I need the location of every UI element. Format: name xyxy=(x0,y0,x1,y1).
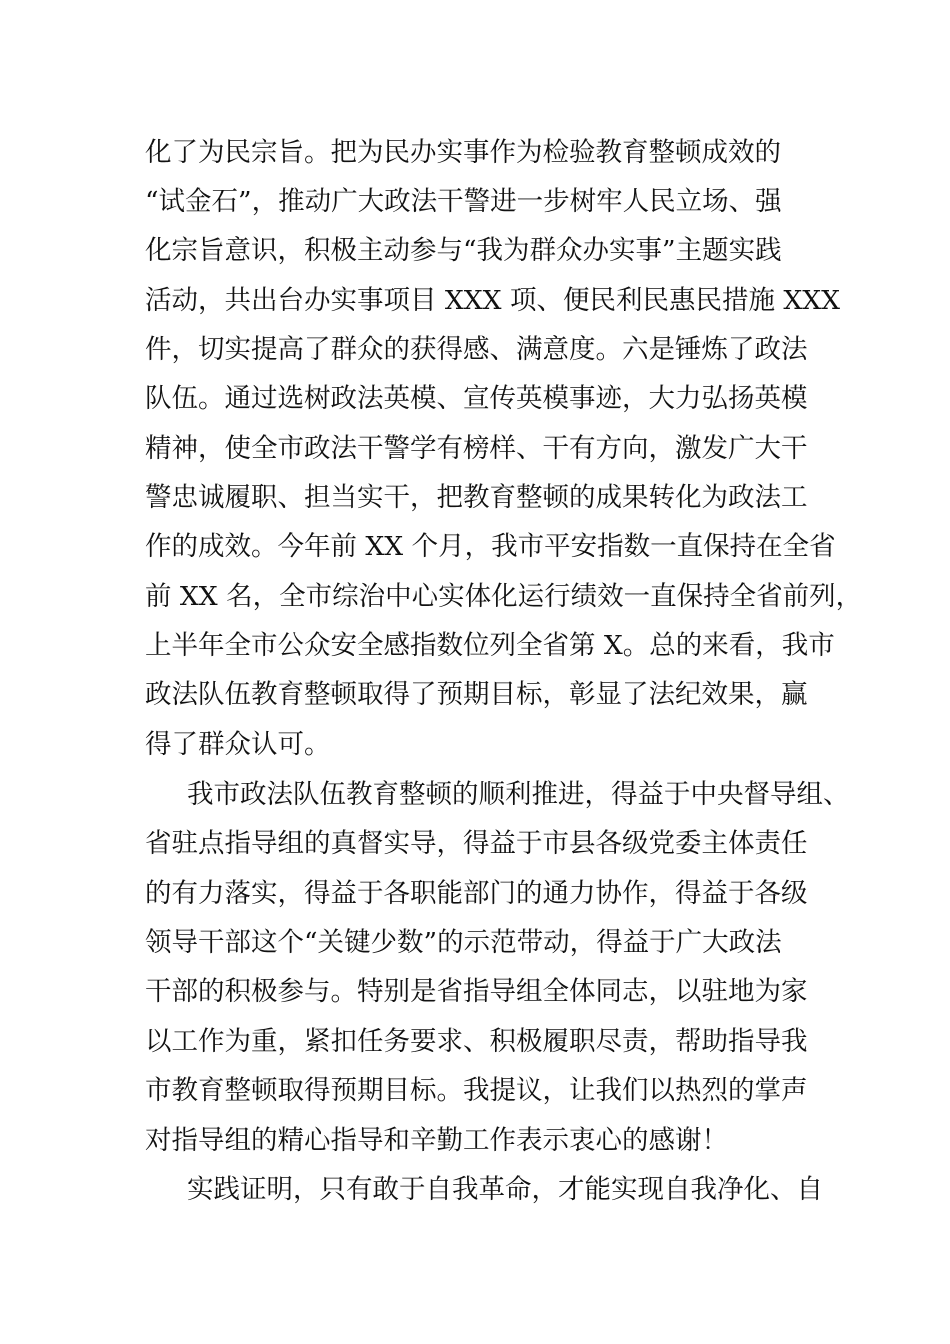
text-line: 作的成效。今年前 XX 个月，我市平安指数一直保持在全省 xyxy=(145,531,836,562)
text-line: 上半年全市公众安全感指数位列全省第 X。总的来看，我市 xyxy=(145,630,835,661)
paragraph-first-line: 我市政法队伍教育整顿的顺利推进，得益于中央督导组、 xyxy=(187,779,850,810)
text-line: 前 XX 名，全市综治中心实体化运行绩效一直保持全省前列， xyxy=(145,581,863,612)
text-line: 省驻点指导组的真督实导，得益于市县各级党委主体责任 xyxy=(145,828,808,859)
text-line: 的有力落实，得益于各职能部门的通力协作，得益于各级 xyxy=(145,878,808,909)
text-line: 对指导组的精心指导和辛勤工作表示衷心的感谢！ xyxy=(145,1125,728,1156)
text-line: 以工作为重，紧扣任务要求、积极履职尽责，帮助指导我 xyxy=(145,1026,808,1057)
text-line: 得了群众认可。 xyxy=(145,729,331,760)
text-line: 化宗旨意识，积极主动参与“我为群众办实事”主题实践 xyxy=(145,235,782,266)
text-line: 化了为民宗旨。把为民办实事作为检验教育整顿成效的 xyxy=(145,137,781,168)
text-line: 政法队伍教育整顿取得了预期目标，彰显了法纪效果，赢 xyxy=(145,679,808,710)
text-line: 干部的积极参与。特别是省指导组全体同志，以驻地为家 xyxy=(145,976,808,1007)
text-line: 领导干部这个“关键少数”的示范带动，得益于广大政法 xyxy=(145,927,782,958)
text-line: 精神，使全市政法干警学有榜样、干有方向，激发广大干 xyxy=(145,433,808,464)
text-line: “试金石”，推动广大政法干警进一步树牢人民立场、强 xyxy=(145,186,782,217)
text-line: 队伍。通过选树政法英模、宣传英模事迹，大力弘扬英模 xyxy=(145,383,808,414)
paragraph-first-line: 实践证明，只有敢于自我革命，才能实现自我净化、自 xyxy=(187,1174,823,1205)
text-line: 活动，共出台办实事项目 XXX 项、便民利民惠民措施 XXX xyxy=(145,285,840,316)
text-line: 市教育整顿取得预期目标。我提议，让我们以热烈的掌声 xyxy=(145,1075,808,1106)
text-line: 警忠诚履职、担当实干，把教育整顿的成果转化为政法工 xyxy=(145,482,808,513)
text-line: 件，切实提高了群众的获得感、满意度。六是锤炼了政法 xyxy=(145,334,808,365)
